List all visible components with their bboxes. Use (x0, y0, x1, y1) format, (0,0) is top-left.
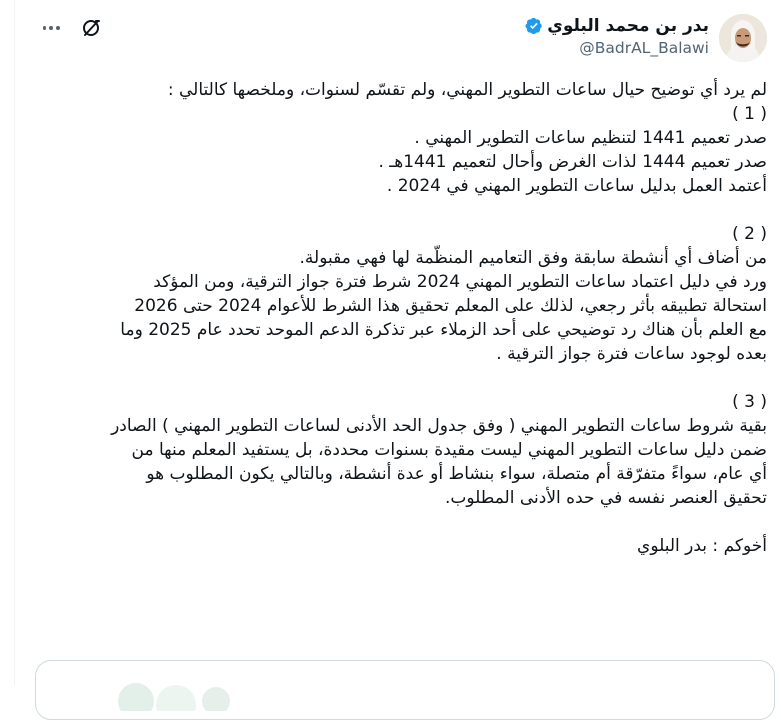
tweet-container (14, 0, 781, 685)
author-names (525, 16, 709, 57)
tweet-line: استحالة تطبيقه بأثر رجعي، لذلك على المعلم تحقيق هذا الشرط للأعوام 2024 حتى 2026 (134, 296, 767, 316)
tweet-line (27, 198, 767, 222)
tweet-line: مع العلم بأن هناك رد توضيحي على أحد الزملاء عبر تذكرة الدعم الموحد تحدد عام 2025 وما (120, 320, 767, 340)
tweet-line: ضمن دليل ساعات التطوير المهني ليست مقيدة بسنوات محددة، بل يستفيد المعلم منها من (131, 440, 767, 460)
tweet-header (21, 12, 781, 68)
tweet-line (27, 366, 767, 390)
tweet-line: لم يرد أي توضيح حيال ساعات التطوير المهني، ولم تقسّم لسنوات، وملخصها كالتالي : (167, 80, 767, 100)
tweet-line: ورد في دليل اعتماد ساعات التطوير المهني 2024 شرط فترة جواز الترقية، ومن المؤكد (153, 272, 767, 292)
tweet-line: صدر تعميم 1444 لذات الغرض وأحال لتعميم 1441هـ . (378, 152, 767, 172)
more-icon[interactable] (41, 18, 61, 38)
tweet-line: بعده لوجود ساعات فترة جواز الترقية . (496, 344, 767, 364)
tweet-line (27, 510, 767, 534)
tweet-text (27, 78, 767, 558)
avatar[interactable] (719, 14, 767, 62)
grok-icon[interactable] (81, 18, 101, 38)
name-row (525, 16, 709, 36)
tweet-line: بقية شروط ساعات التطوير المهني ( وفق جدول الحد الأدنى لساعات التطوير المهني ) الصادر (111, 416, 767, 436)
tweet-line: أي عام، سواءً متفرّقة أم متصلة، سواء بنشاط أو عدة أنشطة، وبالتالي يكون المطلوب هو (146, 464, 767, 484)
tweet-line: أخوكم : بدر البلوي (637, 536, 767, 556)
tweet-line: ( 1 ) (732, 104, 767, 124)
tweet-line: أعتمد العمل بدليل ساعات التطوير المهني في 2024 . (386, 176, 767, 196)
tweet-line: من أضاف أي أنشطة سابقة وفق التعاميم المنظّمة لها فهي مقبولة. (299, 248, 767, 268)
tweet-line: تحقيق العنصر نفسه في حده الأدنى المطلوب. (444, 488, 767, 508)
tweet-line: ( 2 ) (732, 224, 767, 244)
verified-badge-icon (525, 17, 543, 35)
author-handle[interactable]: @BadrAL_Balawi (579, 39, 709, 57)
tweet-line: ( 3 ) (732, 392, 767, 412)
header-actions (41, 18, 101, 38)
tweet-line: صدر تعميم 1441 لتنظيم ساعات التطوير المهني . (414, 128, 767, 148)
link-card[interactable] (35, 660, 775, 720)
card-image (116, 671, 236, 711)
display-name[interactable]: بدر بن محمد البلوي (547, 16, 709, 36)
